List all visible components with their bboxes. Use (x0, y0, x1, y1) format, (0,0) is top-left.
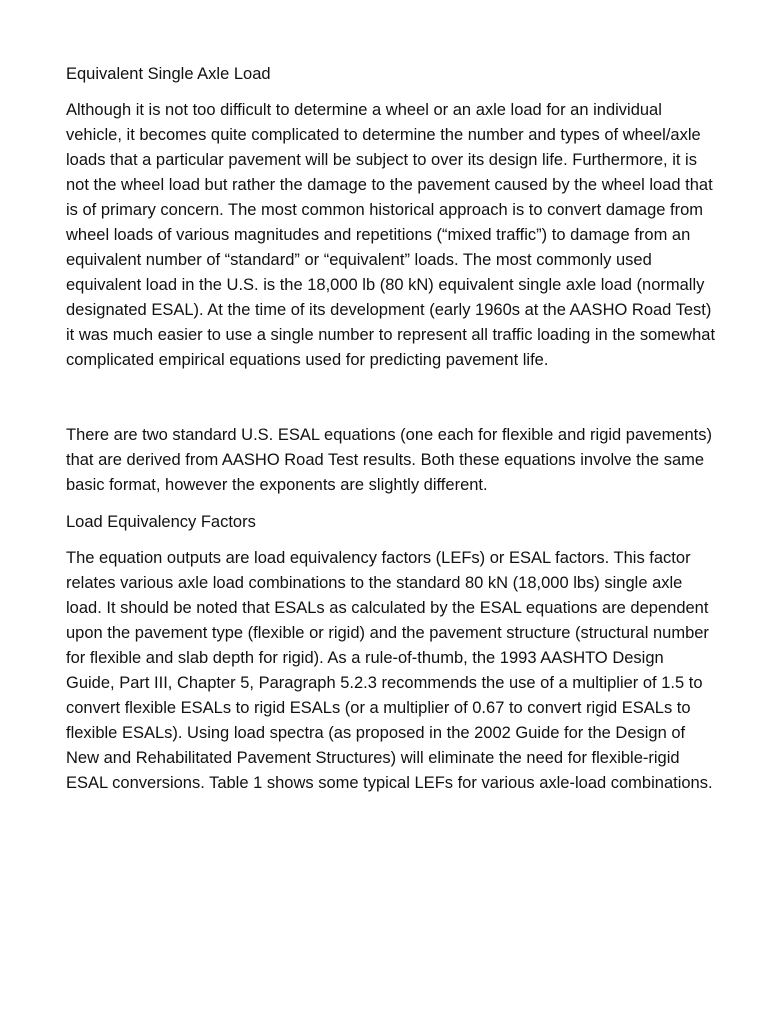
document-page (66, 62, 716, 808)
paragraph-esal-intro: Although it is not too difficult to determine a wheel or an axle load for an individual vehicle, it becomes quite complicated to determine the number and types of wheel/axle loads that a particular pavement will be subject to over its design life. Furthermore, it is not the wheel load but rather the damage to the pavement caused by the wheel load that is of primary concern. The most common historical approach is to convert damage from wheel loads of various magnitudes and repetitions (“mixed traffic”) to damage from an equivalent number of “standard” or “equivalent” loads. The most commonly used equivalent load in the U.S. is the 18,000 lb (80 kN) equivalent single axle load (normally designated ESAL). At the time of its development (early 1960s at the AASHO Road Test) it was much easier to use a single number to represent all traffic loading in the somewhat complicated empirical equations used for predicting pavement life. (66, 101, 716, 369)
section-heading-esal: Equivalent Single Axle Load (66, 65, 271, 83)
paragraph-spacer (66, 385, 716, 423)
section-heading-lef: Load Equivalency Factors (66, 513, 256, 531)
paragraph-esal-equations: There are two standard U.S. ESAL equations (one each for flexible and rigid pavements) that are derived from AASHO Road Test results. Both these equations involve the same basic format, however the exponents are slightly different. (66, 426, 712, 494)
paragraph-lef: The equation outputs are load equivalency factors (LEFs) or ESAL factors. This factor relates various axle load combinations to the standard 80 kN (18,000 lbs) single axle load. It should be noted that ESALs as calculated by the ESAL equations are dependent upon the pavement type (flexible or rigid) and the pavement structure (structural number for flexible and slab depth for rigid). As a rule-of-thumb, the 1993 AASHTO Design Guide, Part III, Chapter 5, Paragraph 5.2.3 recommends the use of a multiplier of 1.5 to convert flexible ESALs to rigid ESALs (or a multiplier of 0.67 to convert rigid ESALs to flexible ESALs). Using load spectra (as proposed in the 2002 Guide for the Design of New and Rehabilitated Pavement Structures) will eliminate the need for flexible-rigid ESAL conversions. Table 1 shows some typical LEFs for various axle-load combinations. (66, 549, 713, 792)
